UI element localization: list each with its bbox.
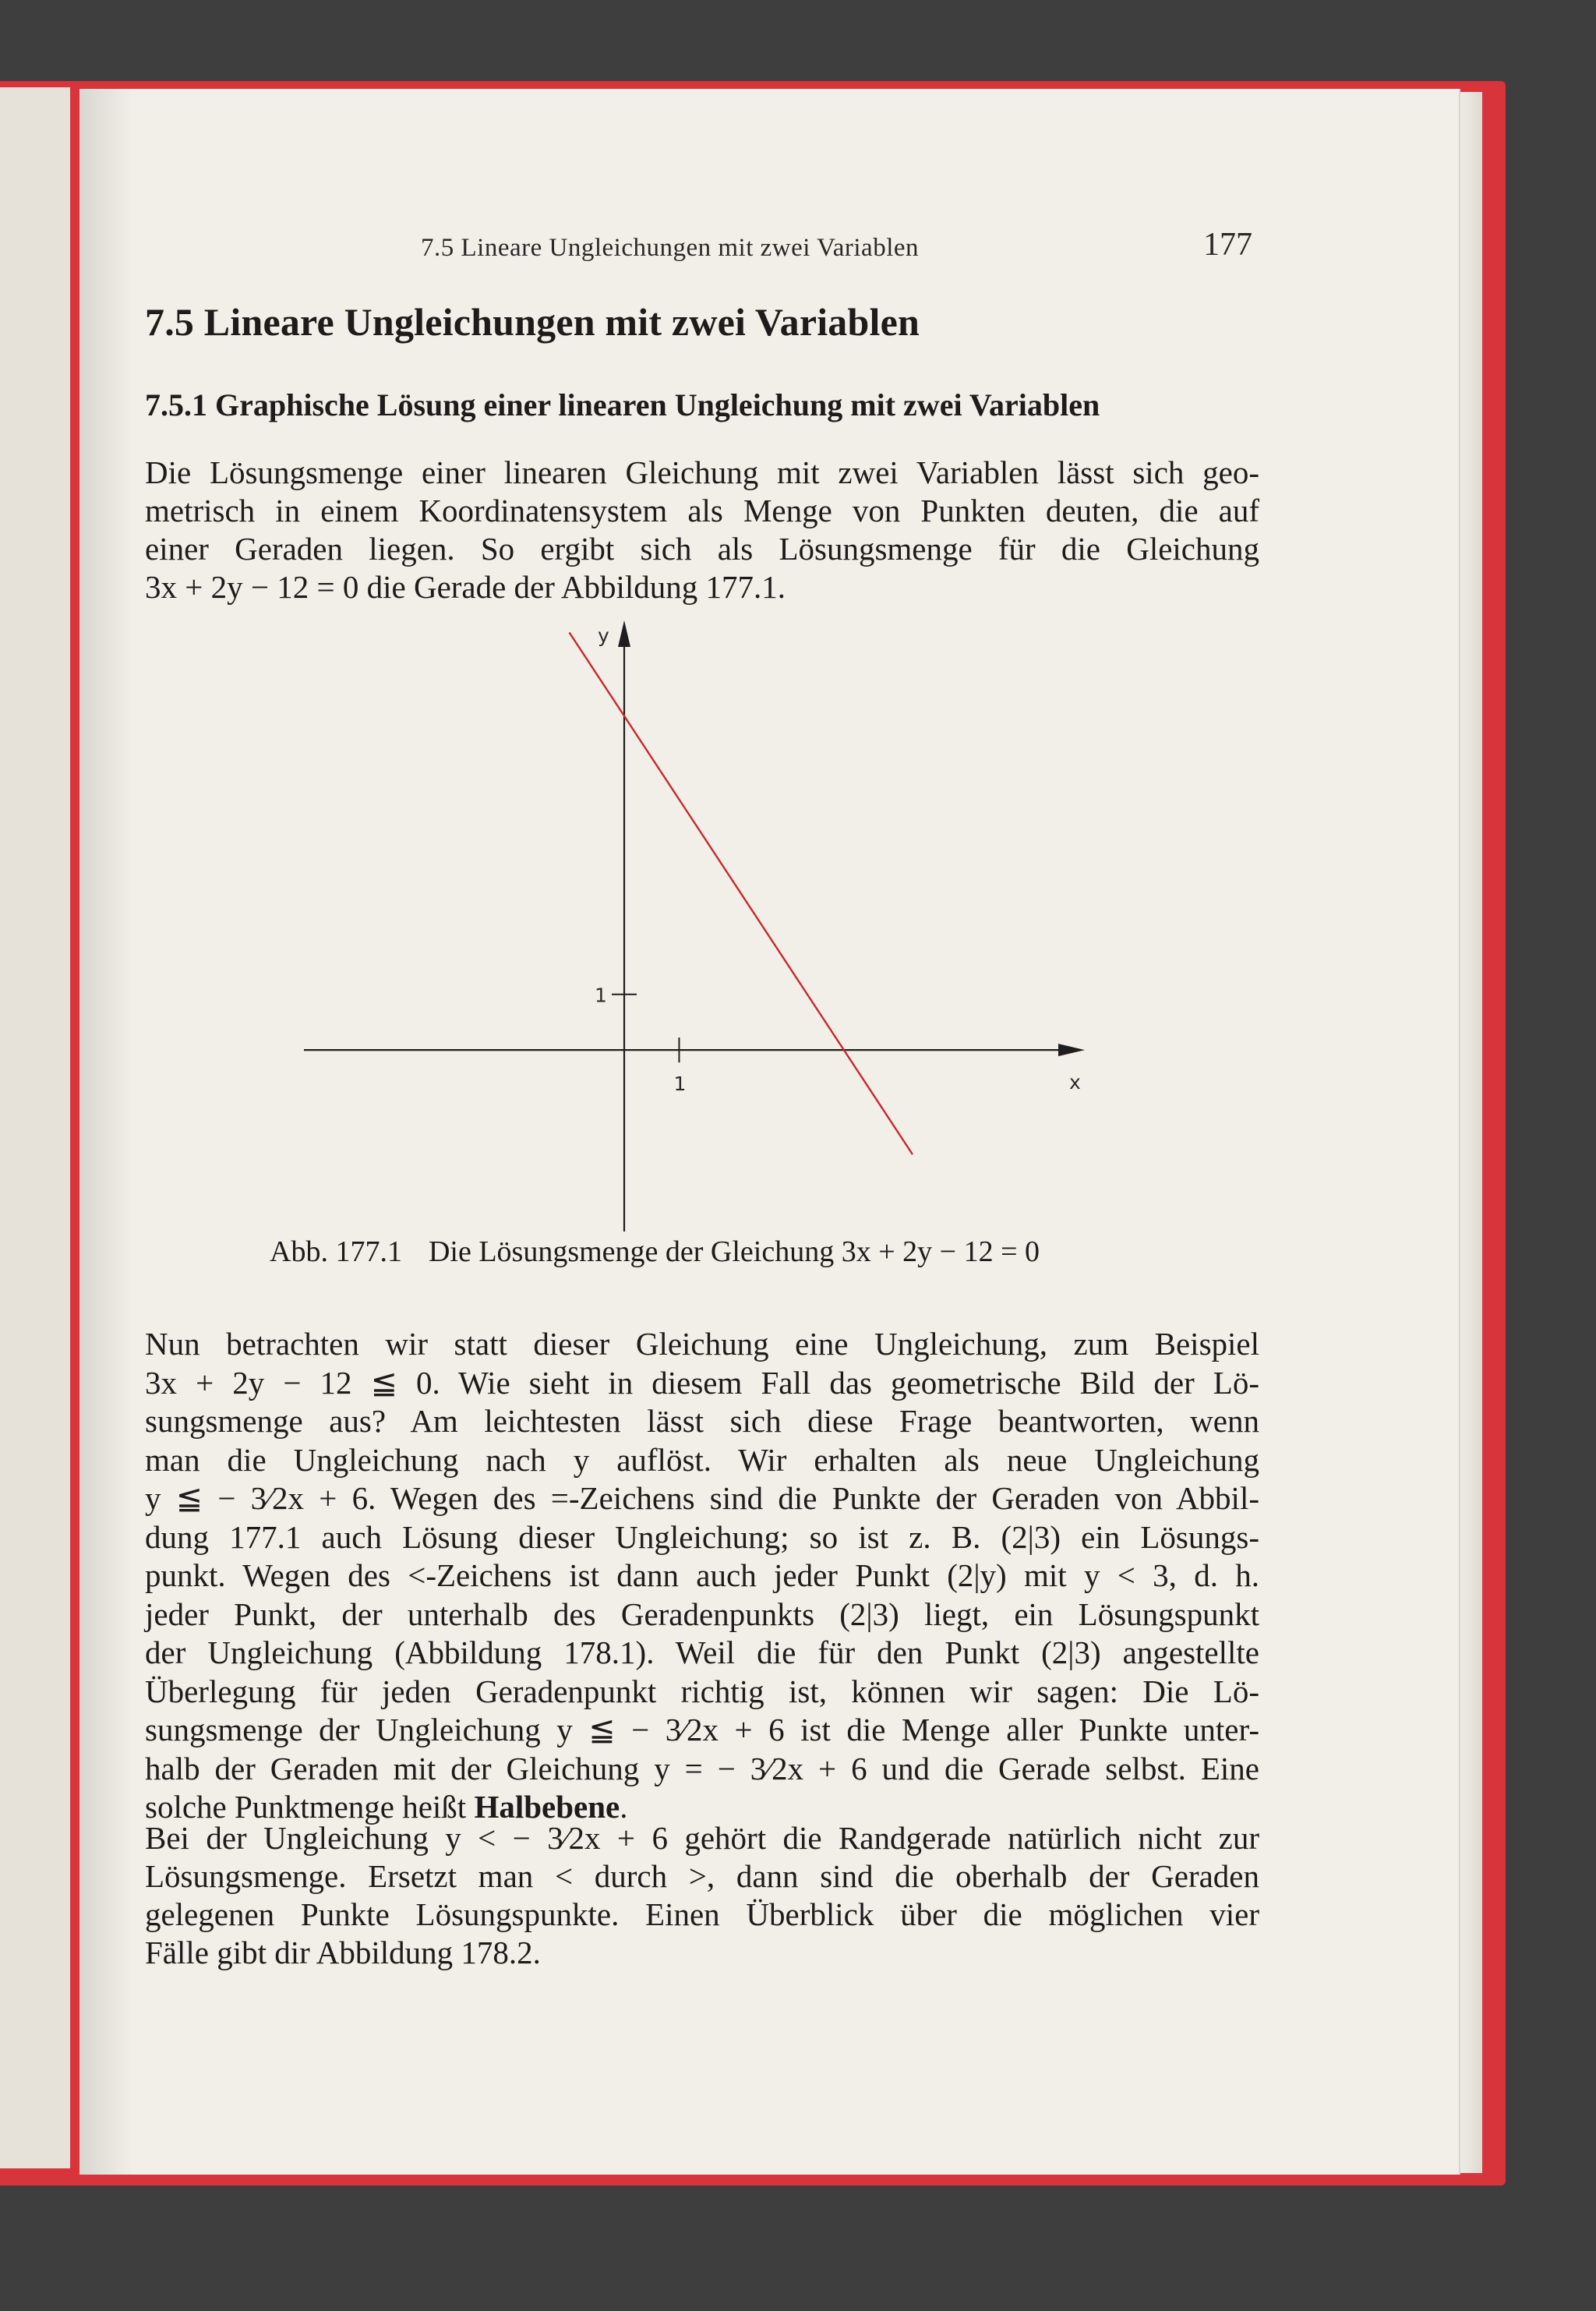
- paragraph-intro: [145, 454, 1259, 606]
- figure-caption: [270, 1235, 1040, 1269]
- paragraph-line: man die Ungleichung nach y auflöst. Wir erhalten als neue Ungleichung: [145, 1441, 1259, 1478]
- x-axis-arrow: [1058, 1044, 1085, 1056]
- paragraph-line: punkt. Wegen des <-Zeichens ist dann auch jeder Punkt (2|y) mit y < 3, d. h.: [145, 1557, 1259, 1593]
- paragraph-line: 3x + 2y − 12 = 0 die Gerade der Abbildung 177.1.: [145, 569, 786, 605]
- subsection-heading: 7.5.1 Graphische Lösung einer linearen Ungleichung mit zwei Variablen: [145, 387, 1100, 422]
- figure-177-1: [273, 616, 1091, 1239]
- paragraph-line: sungsmenge der Ungleichung y ≦ − 3⁄2x + 6 ist die Menge aller Punkte unter-: [145, 1712, 1259, 1747]
- section-heading: 7.5 Lineare Ungleichungen mit zwei Variablen: [145, 300, 920, 344]
- text-run: solche Punktmenge heißt: [145, 1789, 475, 1825]
- paragraph-line: Nun betrachten wir statt dieser Gleichung eine Ungleichung, zum Beispiel: [145, 1326, 1259, 1362]
- paragraph-line: Bei der Ungleichung y < − 3⁄2x + 6 gehört die Randgerade natürlich nicht zur: [145, 1820, 1259, 1856]
- caption-label: Abb. 177.1: [270, 1235, 402, 1268]
- paragraph-boundary: [145, 1819, 1259, 1972]
- paragraph-line: y ≦ − 3⁄2x + 6. Wegen des =-Zeichens sind die Punkte der Geraden von Abbil-: [145, 1480, 1259, 1516]
- gutter-shadow: [79, 89, 134, 2175]
- paragraph-line: Lösungsmenge. Ersetzt man < durch >, dann sind die oberhalb der Geraden: [145, 1858, 1259, 1894]
- paragraph-line: sungsmenge aus? Am leichtesten lässt sich diese Frage beantworten, wenn: [145, 1403, 1259, 1439]
- paragraph-line: dung 177.1 auch Lösung dieser Ungleichung; so ist z. B. (2|3) ein Lösungs-: [145, 1518, 1259, 1555]
- x-axis-label: x: [1069, 1071, 1081, 1094]
- y-axis-label: y: [598, 624, 609, 647]
- caption-text: Die Lösungsmenge der Gleichung 3x + 2y − 12 = 0: [428, 1235, 1040, 1268]
- x-tick-label: 1: [673, 1072, 687, 1096]
- paragraph-line: 3x + 2y − 12 ≦ 0. Wie sieht in diesem Fall das geometrische Bild der Lö-: [145, 1364, 1259, 1401]
- previous-page-edge: [0, 87, 70, 2168]
- paragraph-line: halb der Geraden mit der Gleichung y = − 3⁄2x + 6 und die Gerade selbst. Eine: [145, 1750, 1259, 1786]
- paragraph-line: einer Geraden liegen. So ergibt sich als Lösungsmenge für die Gleichung: [145, 531, 1259, 567]
- text-run: .: [620, 1789, 628, 1825]
- page-number: 177: [1203, 227, 1252, 263]
- solution-line: [570, 632, 913, 1154]
- term-halbebene: Halbebene: [474, 1789, 620, 1825]
- paragraph-line: gelegenen Punkte Lösungspunkte. Einen Überblick über die möglichen vier: [145, 1896, 1259, 1932]
- y-axis-arrow: [618, 620, 630, 647]
- y-tick-label: 1: [595, 984, 607, 1007]
- paragraph-line: jeder Punkt, der unterhalb des Geradenpunkts (2|3) liegt, ein Lösungspunkt: [145, 1595, 1259, 1632]
- paragraph-line: der Ungleichung (Abbildung 178.1). Weil die für den Punkt (2|3) angestellte: [145, 1634, 1259, 1670]
- paragraph-line: metrisch in einem Koordinatensystem als Menge von Punkten deuten, die auf: [145, 493, 1259, 528]
- paragraph-line: Die Lösungsmenge einer linearen Gleichung mit zwei Variablen lässt sich geo-: [145, 454, 1259, 490]
- running-head: 7.5 Lineare Ungleichungen mit zwei Variablen: [421, 234, 920, 262]
- paragraph-line: Fälle gibt dir Abbildung 178.2.: [145, 1935, 541, 1970]
- paragraph-line: Überlegung für jeden Geradenpunkt richtig ist, können wir sagen: Die Lö-: [145, 1673, 1259, 1709]
- paragraph-inequality: [145, 1325, 1259, 1827]
